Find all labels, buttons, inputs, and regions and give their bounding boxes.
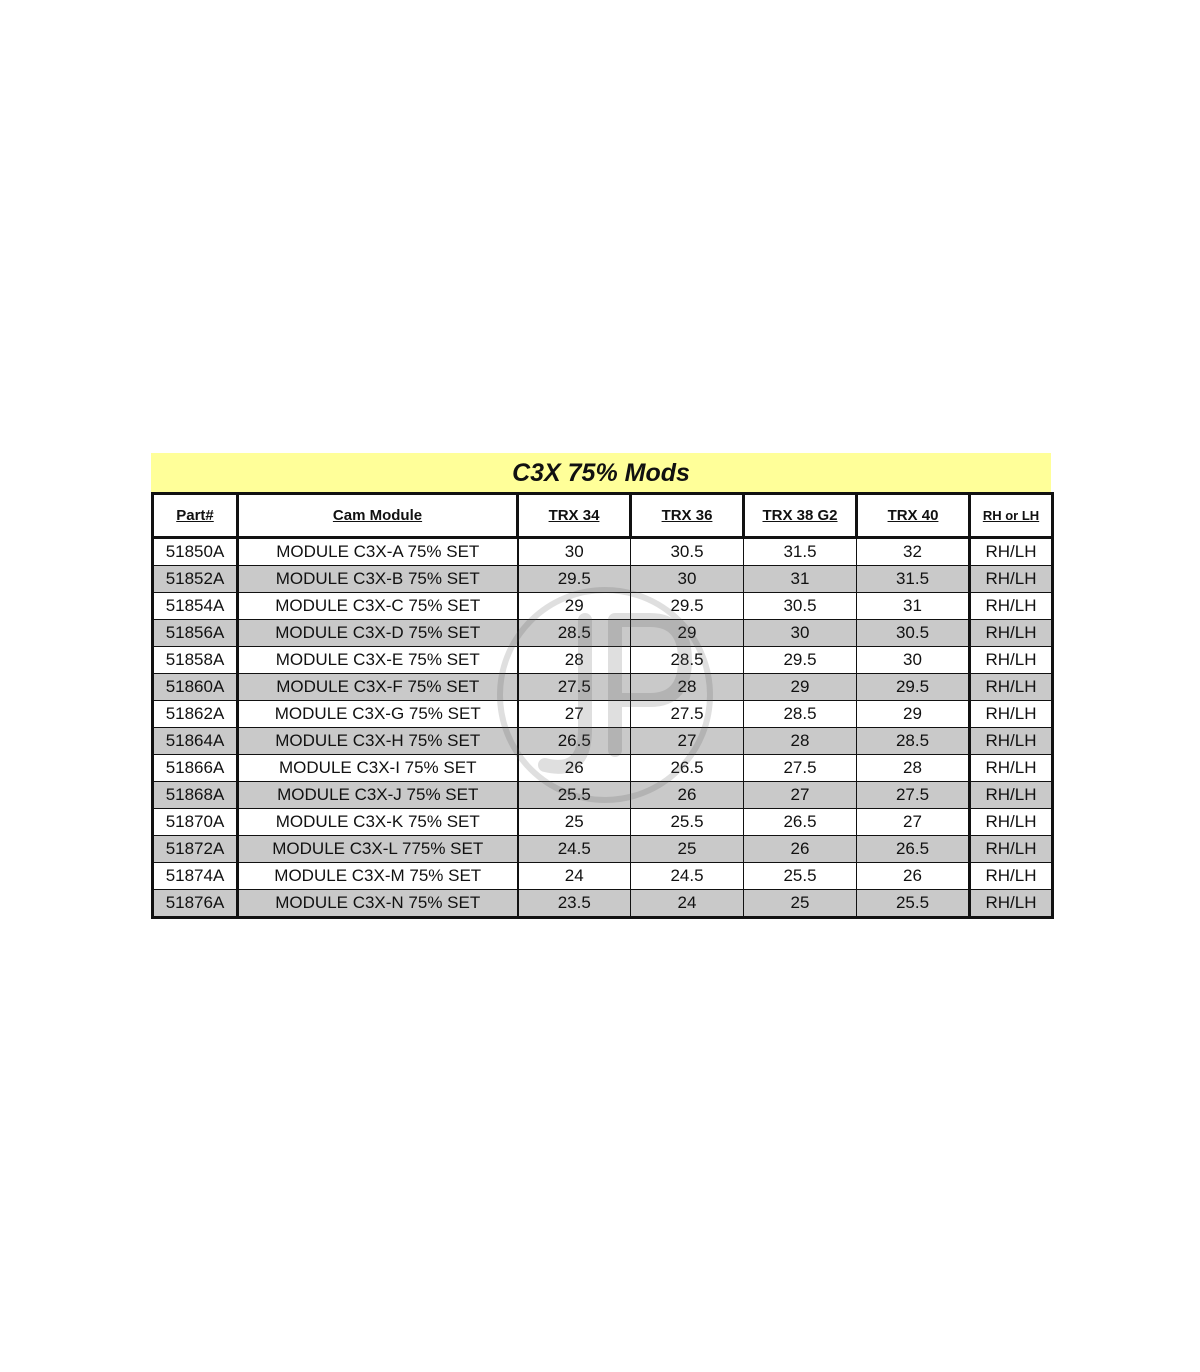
table-row <box>153 538 1053 566</box>
header-trx38g2: TRX 38 G2 <box>744 494 857 538</box>
trx34-value: 26 <box>518 755 631 782</box>
trx34-value: 27.5 <box>518 674 631 701</box>
table-row <box>153 593 1053 620</box>
part-number: 51862A <box>153 701 238 728</box>
trx40-value: 26.5 <box>857 836 970 863</box>
trx36-value: 27.5 <box>631 701 744 728</box>
cam-module: MODULE C3X-E 75% SET <box>238 647 518 674</box>
table-row <box>153 728 1053 755</box>
cam-module: MODULE C3X-G 75% SET <box>238 701 518 728</box>
side-value: RH/LH <box>970 620 1053 647</box>
trx34-value: 24.5 <box>518 836 631 863</box>
trx38g2-value: 31 <box>744 566 857 593</box>
part-number: 51860A <box>153 674 238 701</box>
side-value: RH/LH <box>970 593 1053 620</box>
trx36-value: 24 <box>631 890 744 918</box>
trx40-value: 28 <box>857 755 970 782</box>
side-value: RH/LH <box>970 701 1053 728</box>
table-title: C3X 75% Mods <box>151 453 1051 492</box>
trx40-value: 30 <box>857 647 970 674</box>
side-value: RH/LH <box>970 566 1053 593</box>
trx34-value: 23.5 <box>518 890 631 918</box>
trx38g2-value: 26 <box>744 836 857 863</box>
trx38g2-value: 27 <box>744 782 857 809</box>
table-row <box>153 674 1053 701</box>
trx38g2-value: 27.5 <box>744 755 857 782</box>
trx34-value: 25 <box>518 809 631 836</box>
trx40-value: 31 <box>857 593 970 620</box>
trx34-value: 28 <box>518 647 631 674</box>
table-row <box>153 836 1053 863</box>
trx36-value: 26.5 <box>631 755 744 782</box>
side-value: RH/LH <box>970 863 1053 890</box>
side-value: RH/LH <box>970 647 1053 674</box>
part-number: 51850A <box>153 538 238 566</box>
part-number: 51858A <box>153 647 238 674</box>
cam-module: MODULE C3X-D 75% SET <box>238 620 518 647</box>
cam-module: MODULE C3X-K 75% SET <box>238 809 518 836</box>
trx34-value: 28.5 <box>518 620 631 647</box>
side-value: RH/LH <box>970 538 1053 566</box>
cam-module: MODULE C3X-I 75% SET <box>238 755 518 782</box>
mods-table <box>151 492 1054 919</box>
part-number: 51876A <box>153 890 238 918</box>
cam-module: MODULE C3X-F 75% SET <box>238 674 518 701</box>
trx38g2-value: 28 <box>744 728 857 755</box>
trx38g2-value: 25.5 <box>744 863 857 890</box>
trx36-value: 27 <box>631 728 744 755</box>
side-value: RH/LH <box>970 674 1053 701</box>
trx40-value: 25.5 <box>857 890 970 918</box>
side-value: RH/LH <box>970 890 1053 918</box>
trx40-value: 27 <box>857 809 970 836</box>
table-row <box>153 863 1053 890</box>
side-value: RH/LH <box>970 782 1053 809</box>
trx34-value: 26.5 <box>518 728 631 755</box>
cam-module: MODULE C3X-A 75% SET <box>238 538 518 566</box>
header-cam-module: Cam Module <box>238 494 518 538</box>
mods-sheet <box>151 453 1051 919</box>
part-number: 51854A <box>153 593 238 620</box>
trx38g2-value: 30.5 <box>744 593 857 620</box>
cam-module: MODULE C3X-H 75% SET <box>238 728 518 755</box>
trx40-value: 32 <box>857 538 970 566</box>
header-side: RH or LH <box>970 494 1053 538</box>
part-number: 51870A <box>153 809 238 836</box>
cam-module: MODULE C3X-J 75% SET <box>238 782 518 809</box>
trx34-value: 24 <box>518 863 631 890</box>
trx34-value: 30 <box>518 538 631 566</box>
trx36-value: 25.5 <box>631 809 744 836</box>
trx40-value: 28.5 <box>857 728 970 755</box>
trx38g2-value: 30 <box>744 620 857 647</box>
header-trx34: TRX 34 <box>518 494 631 538</box>
trx34-value: 27 <box>518 701 631 728</box>
header-part: Part# <box>153 494 238 538</box>
cam-module: MODULE C3X-C 75% SET <box>238 593 518 620</box>
trx38g2-value: 29 <box>744 674 857 701</box>
part-number: 51866A <box>153 755 238 782</box>
trx34-value: 29 <box>518 593 631 620</box>
part-number: 51868A <box>153 782 238 809</box>
trx36-value: 29 <box>631 620 744 647</box>
cam-module: MODULE C3X-N 75% SET <box>238 890 518 918</box>
table-row <box>153 701 1053 728</box>
table-row <box>153 566 1053 593</box>
trx40-value: 29.5 <box>857 674 970 701</box>
trx36-value: 25 <box>631 836 744 863</box>
trx40-value: 31.5 <box>857 566 970 593</box>
trx38g2-value: 31.5 <box>744 538 857 566</box>
trx38g2-value: 29.5 <box>744 647 857 674</box>
part-number: 51864A <box>153 728 238 755</box>
header-trx40: TRX 40 <box>857 494 970 538</box>
trx36-value: 24.5 <box>631 863 744 890</box>
part-number: 51852A <box>153 566 238 593</box>
trx38g2-value: 25 <box>744 890 857 918</box>
trx40-value: 26 <box>857 863 970 890</box>
trx36-value: 30.5 <box>631 538 744 566</box>
part-number: 51856A <box>153 620 238 647</box>
trx36-value: 28.5 <box>631 647 744 674</box>
table-row <box>153 782 1053 809</box>
side-value: RH/LH <box>970 728 1053 755</box>
part-number: 51874A <box>153 863 238 890</box>
table-row <box>153 647 1053 674</box>
trx40-value: 30.5 <box>857 620 970 647</box>
trx40-value: 27.5 <box>857 782 970 809</box>
table-row <box>153 620 1053 647</box>
side-value: RH/LH <box>970 755 1053 782</box>
side-value: RH/LH <box>970 836 1053 863</box>
trx38g2-value: 28.5 <box>744 701 857 728</box>
side-value: RH/LH <box>970 809 1053 836</box>
table-row <box>153 809 1053 836</box>
trx34-value: 29.5 <box>518 566 631 593</box>
part-number: 51872A <box>153 836 238 863</box>
table-row <box>153 755 1053 782</box>
trx36-value: 28 <box>631 674 744 701</box>
trx38g2-value: 26.5 <box>744 809 857 836</box>
trx36-value: 30 <box>631 566 744 593</box>
cam-module: MODULE C3X-B 75% SET <box>238 566 518 593</box>
header-trx36: TRX 36 <box>631 494 744 538</box>
trx36-value: 29.5 <box>631 593 744 620</box>
trx40-value: 29 <box>857 701 970 728</box>
trx34-value: 25.5 <box>518 782 631 809</box>
header-row <box>153 494 1053 538</box>
table-row <box>153 890 1053 918</box>
cam-module: MODULE C3X-L 775% SET <box>238 836 518 863</box>
cam-module: MODULE C3X-M 75% SET <box>238 863 518 890</box>
table-body <box>153 538 1053 918</box>
trx36-value: 26 <box>631 782 744 809</box>
